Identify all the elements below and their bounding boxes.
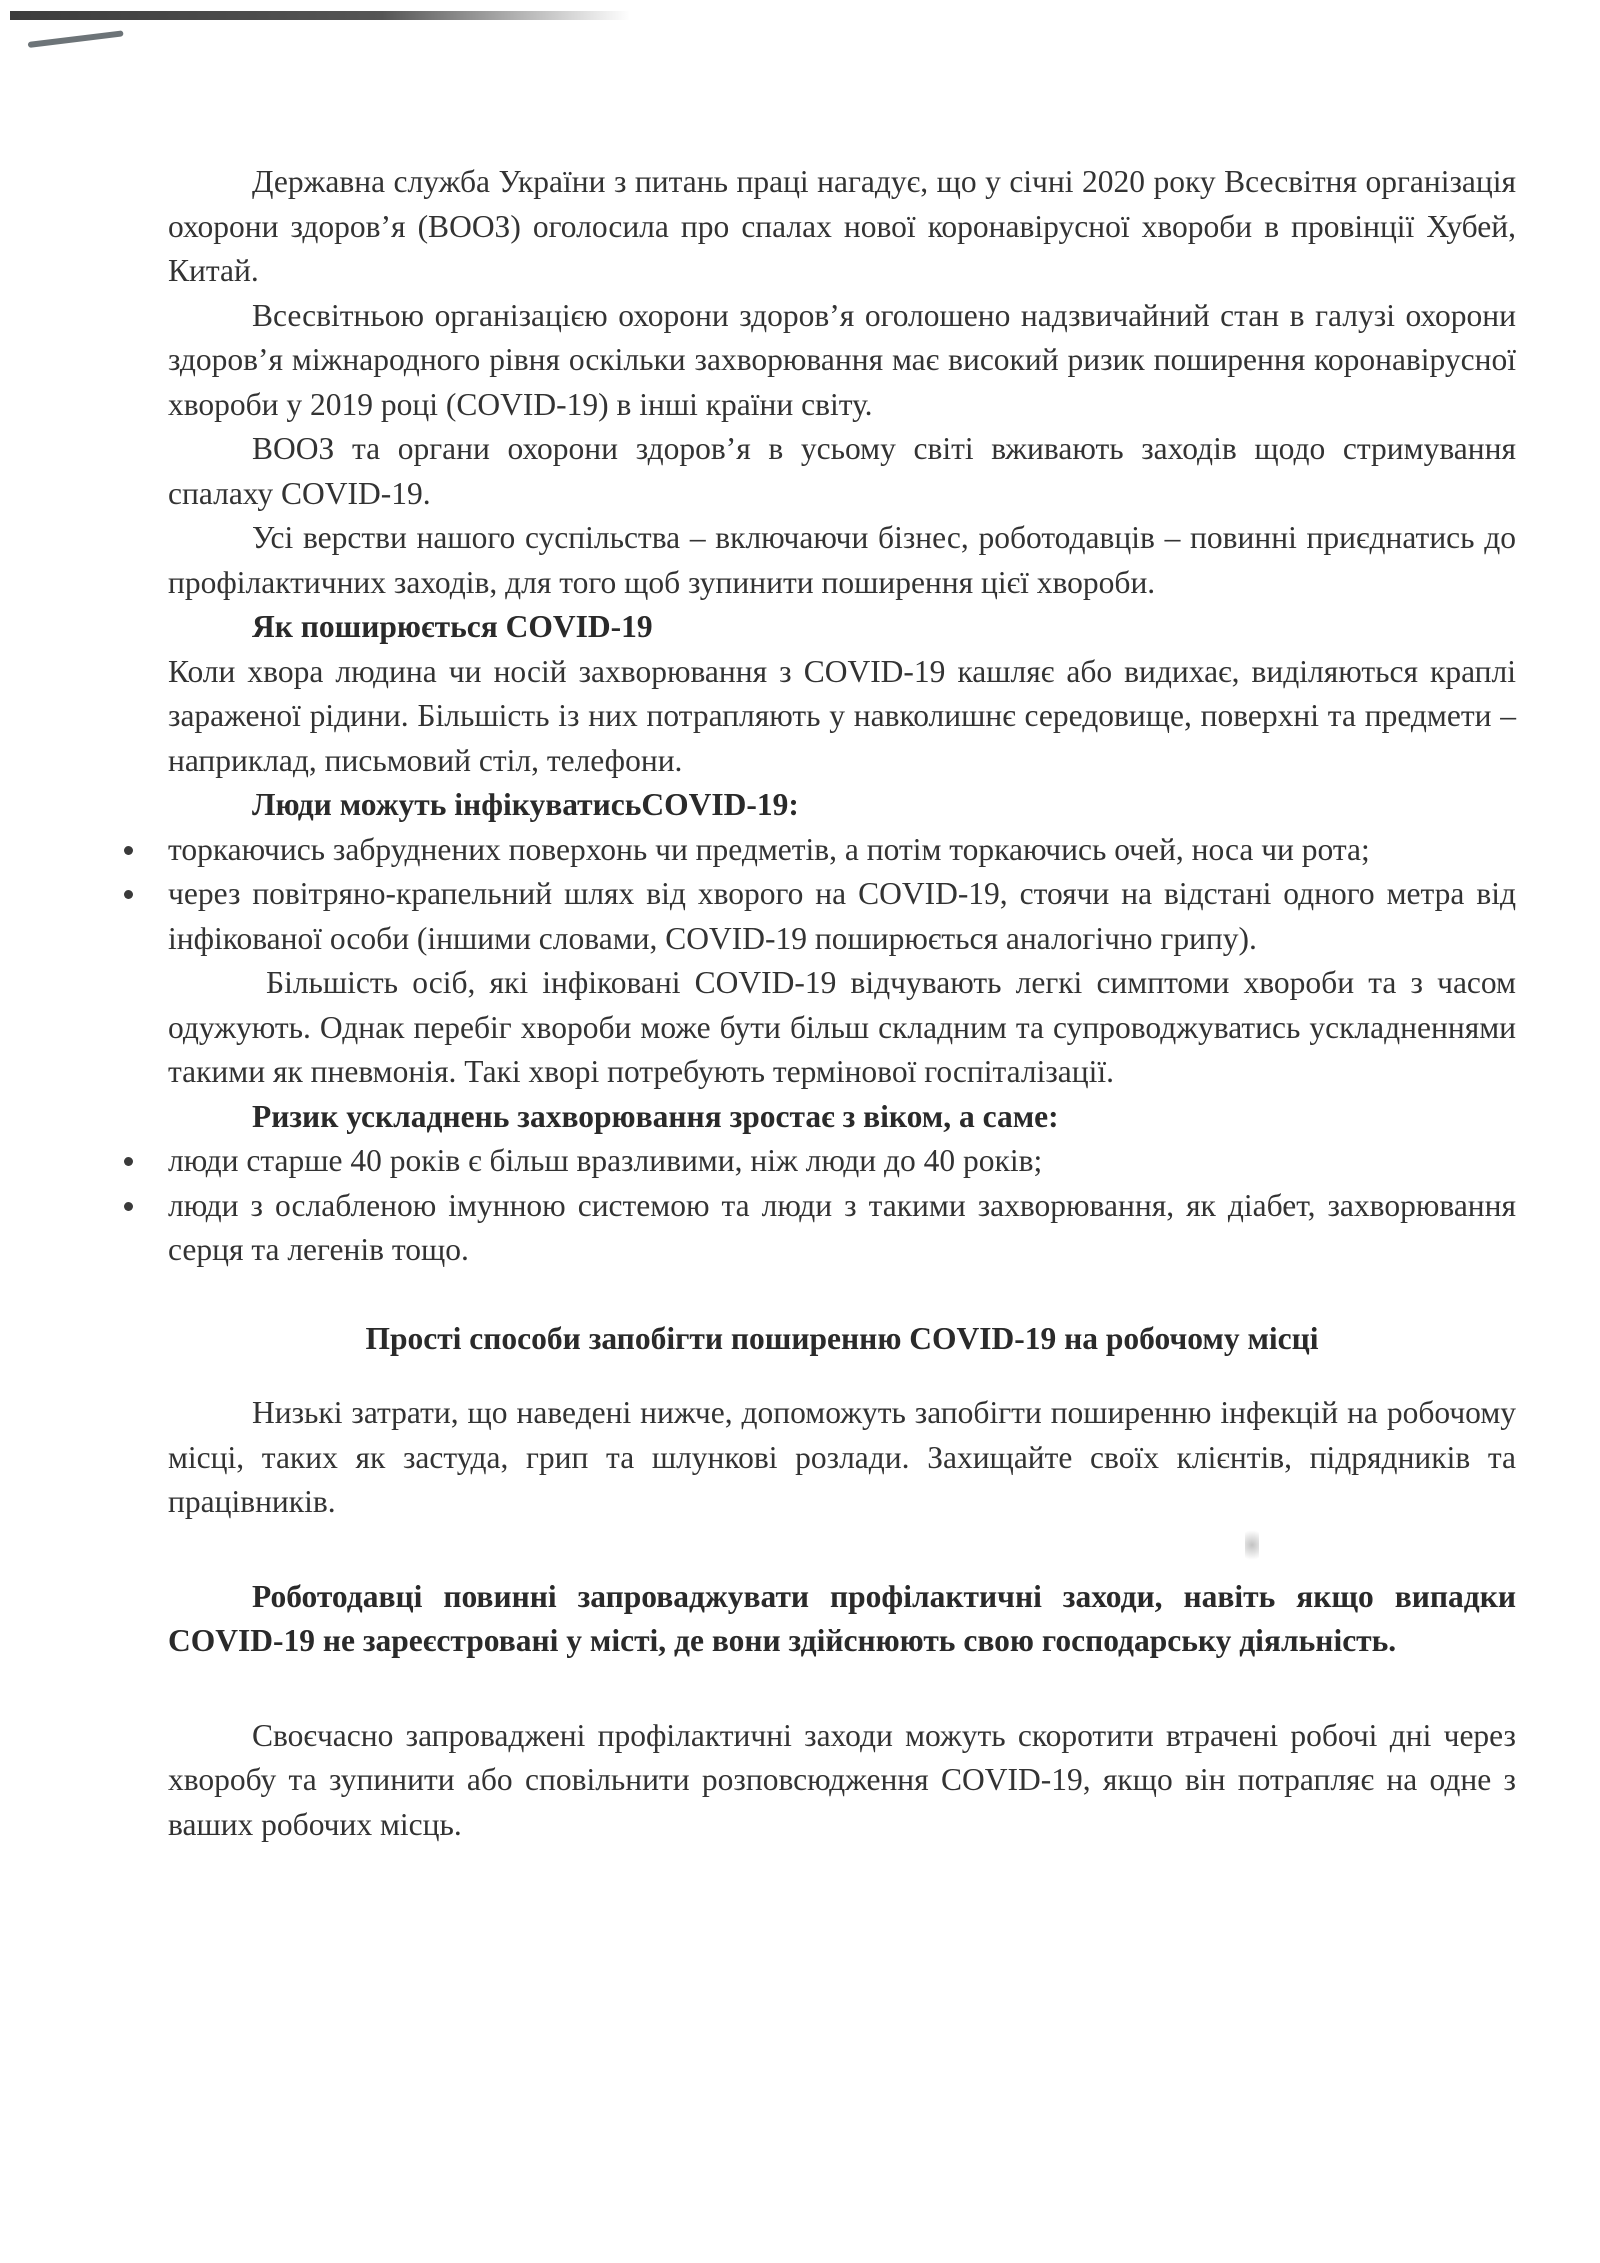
paragraph-who-measures: ВООЗ та органи охорони здоров’я в усьому світі вживають заходів щодо стримування спалаху COVID-19.: [168, 431, 1516, 511]
list-item: [168, 872, 1516, 961]
heading-spread: Як поширюється COVID-19: [252, 609, 653, 644]
list-item-text: торкаючись забруднених поверхонь чи предметів, а потім торкаючись очей, носа чи рота;: [168, 831, 1370, 867]
document-page: [168, 160, 1516, 1847]
paragraph-symptoms: Більшість осіб, які інфіковані COVID-19 відчувають легкі симптоми хвороби та з часом одужують. Однак перебіг хвороби може бути більш складним та супроводжуватись ускладненнями такими як пневмонія. Такі хворі потребують термінової госпіталізації.: [168, 965, 1516, 1089]
bullet-icon: [124, 846, 133, 855]
paragraph-spread: Коли хвора людина чи носій захворювання з COVID-19 кашляє або видихає, виділяються краплі зараженої рідини. Більшість із них потрапляють у навколишнє середовище, поверхні та предмети – наприклад, письмовий стіл, телефони.: [168, 653, 1516, 778]
bullet-icon: [124, 1202, 133, 1211]
list-item: [168, 828, 1516, 873]
bullet-icon: [124, 890, 133, 899]
paragraph-conclusion: Своєчасно запроваджені профілактичні заходи можуть скоротити втрачені робочі дні через хворобу та зупинити або сповільнити розповсюдження COVID-19, якщо він потрапляє на одне з ваших робочих місць.: [168, 1717, 1516, 1842]
paragraph-employers: Роботодавці повинні запроваджувати профілактичні заходи, навіть якщо випадки COVID-19 не зареєстровані у місті, де вони здійснюють свою господарську діяльність.: [168, 1578, 1516, 1658]
paragraph-emergency: Всесвітньою організацією охорони здоров’я оголошено надзвичайний стан в галузі охорони здоров’я міжнародного рівня оскільки захворювання має високий ризик поширення коронавірусної хвороби у 2019 році (COVID-19) в інші країни світу.: [168, 297, 1516, 422]
infection-list: [168, 828, 1516, 962]
paragraph-prevention: Низькі затрати, що наведені нижче, допоможуть запобігти поширенню інфекцій на робочому місці, таких як застуда, грип та шлункові розлади. Захищайте своїх клієнтів, підрядників та працівників.: [168, 1395, 1516, 1519]
heading-prevention: Прості способи запобігти поширенню COVID-19 на робочому місці: [365, 1320, 1319, 1356]
heading-risk: Ризик ускладнень захворювання зростає з віком, а саме:: [252, 1098, 1059, 1134]
list-item-text: люди з ослабленою імунною системою та люди з такими захворювання, як діабет, захворювання серця та легенів тощо.: [168, 1187, 1516, 1267]
list-item: [168, 1139, 1516, 1184]
heading-infection: Люди можуть інфікуватисьCOVID-19:: [252, 787, 799, 822]
paragraph-intro: Державна служба України з питань праці нагадує, що у січні 2020 року Всесвітня організація охорони здоров’я (ВООЗ) оголосила про спалах нової коронавірусної хвороби в провінції Хубей, Китай.: [168, 164, 1516, 288]
staple-mark: [28, 30, 124, 48]
list-item: [168, 1184, 1516, 1273]
list-item-text: через повітряно-крапельний шлях від хворого на COVID-19, стоячи на відстані одного метра від інфікованої особи (іншими словами, COVID-19 поширюється аналогічно грипу).: [168, 876, 1516, 956]
paragraph-society: Усі верстви нашого суспільства – включаючи бізнес, роботодавців – повинні приєднатись до профілактичних заходів, для того щоб зупинити поширення цієї хвороби.: [168, 520, 1516, 600]
risk-list: [168, 1139, 1516, 1273]
list-item-text: люди старше 40 років є більш вразливими, ніж люди до 40 років;: [168, 1143, 1043, 1178]
bullet-icon: [124, 1157, 133, 1166]
scan-edge-artifact: [10, 11, 630, 20]
